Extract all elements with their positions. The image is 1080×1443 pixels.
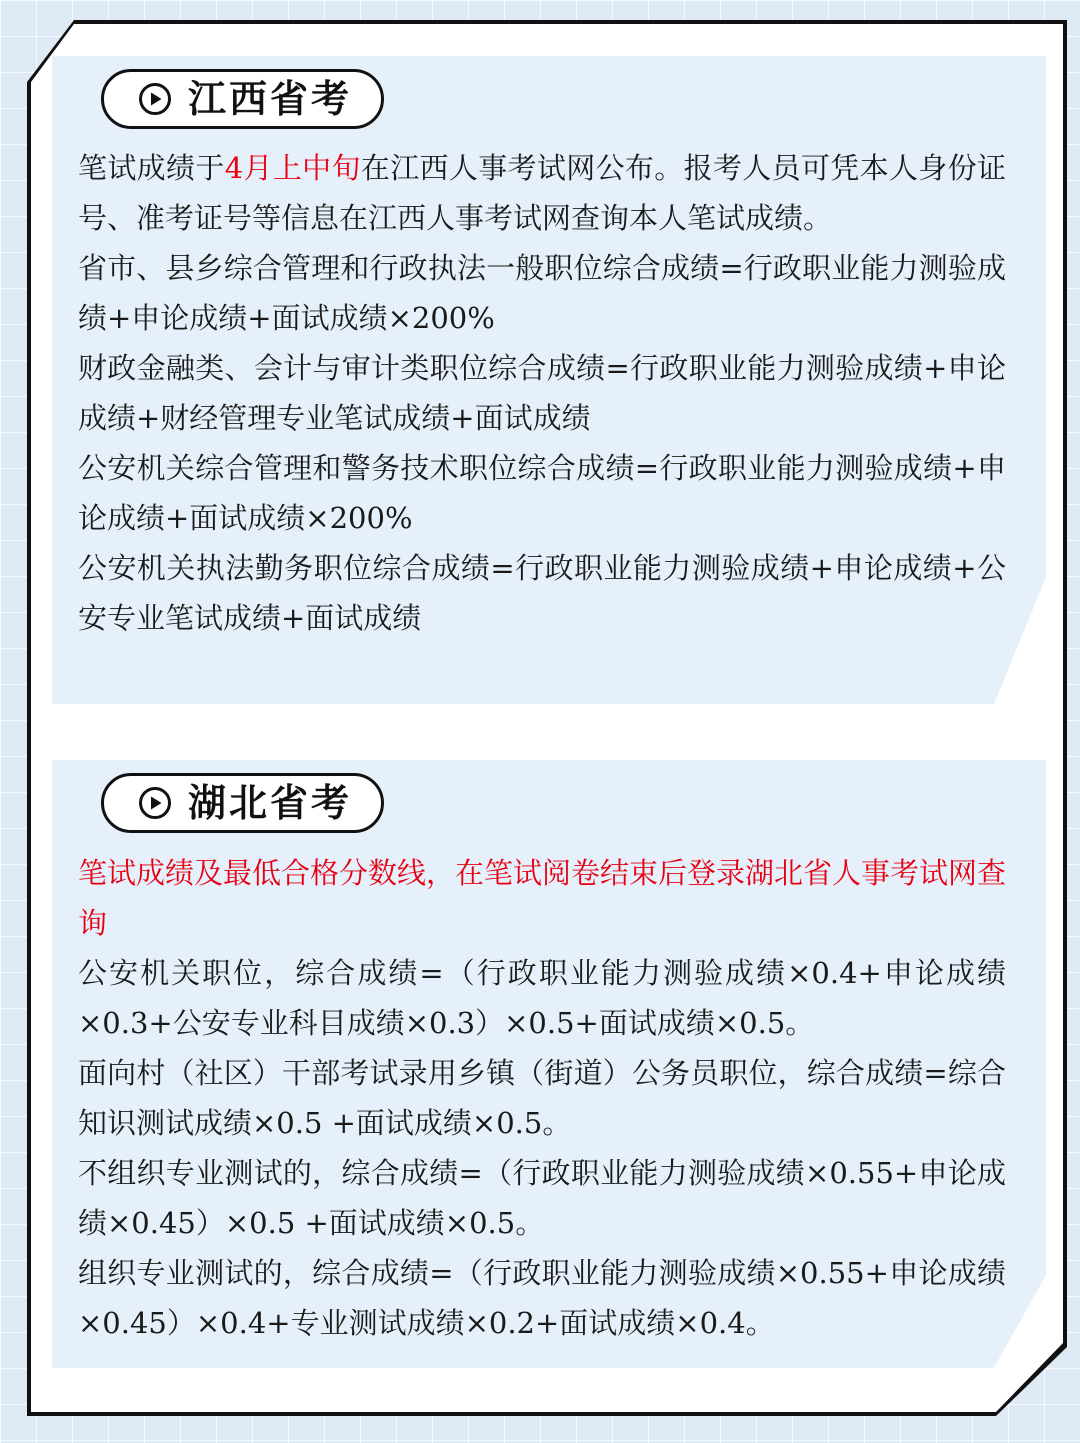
- paragraph-formula: 财政金融类、会计与审计类职位综合成绩=行政职业能力测验成绩+申论成绩+财经管理专业笔试成绩+面试成绩: [78, 351, 1006, 435]
- paragraph-formula: 省市、县乡综合管理和行政执法一般职位综合成绩=行政职业能力测验成绩+申论成绩+面试成绩×200%: [78, 251, 1006, 335]
- paragraph-formula: 公安机关职位，综合成绩=（行政职业能力测验成绩×0.4+申论成绩×0.3+公安专业科目成绩×0.3）×0.5+面试成绩×0.5。: [78, 956, 1006, 1040]
- section-hubei-title: 湖北省考: [188, 781, 353, 825]
- section-jiangxi-title: 江西省考: [188, 77, 353, 121]
- section-jiangxi-content: [78, 143, 1006, 643]
- play-circle-icon: [138, 786, 172, 820]
- paragraph-formula: 面向村（社区）干部考试录用乡镇（街道）公务员职位，综合成绩=综合知识测试成绩×0.5 +面试成绩×0.5。: [78, 1056, 1006, 1140]
- paragraph-text: 在江西人事考试网公布。报考人员可凭本人身份证号、准考证号等信息在江西人事考试网查询本人笔试成绩。: [78, 151, 1006, 235]
- paragraph-formula: 公安机关综合管理和警务技术职位综合成绩=行政职业能力测验成绩+申论成绩+面试成绩×200%: [78, 451, 1006, 535]
- paragraph-score-release: [78, 143, 1006, 243]
- section-hubei-content: [78, 848, 1006, 1348]
- section-jiangxi-header: [101, 69, 384, 129]
- paragraph-text: 笔试成绩于: [78, 151, 225, 185]
- paragraph-formula: 不组织专业测试的，综合成绩=（行政职业能力测验成绩×0.55+申论成绩×0.45）×0.5 +面试成绩×0.5。: [78, 1156, 1006, 1240]
- paragraph-score-query: 笔试成绩及最低合格分数线，在笔试阅卷结束后登录湖北省人事考试网查询: [78, 856, 1007, 940]
- paragraph-formula: 组织专业测试的，综合成绩=（行政职业能力测验成绩×0.55+申论成绩×0.45）×0.4+专业测试成绩×0.2+面试成绩×0.4。: [78, 1256, 1006, 1340]
- section-hubei-header: [101, 773, 384, 833]
- play-circle-icon: [138, 82, 172, 116]
- highlight-date: 4月上中旬: [224, 151, 361, 185]
- paragraph-formula: 公安机关执法勤务职位综合成绩=行政职业能力测验成绩+申论成绩+公安专业笔试成绩+面试成绩: [78, 551, 1006, 635]
